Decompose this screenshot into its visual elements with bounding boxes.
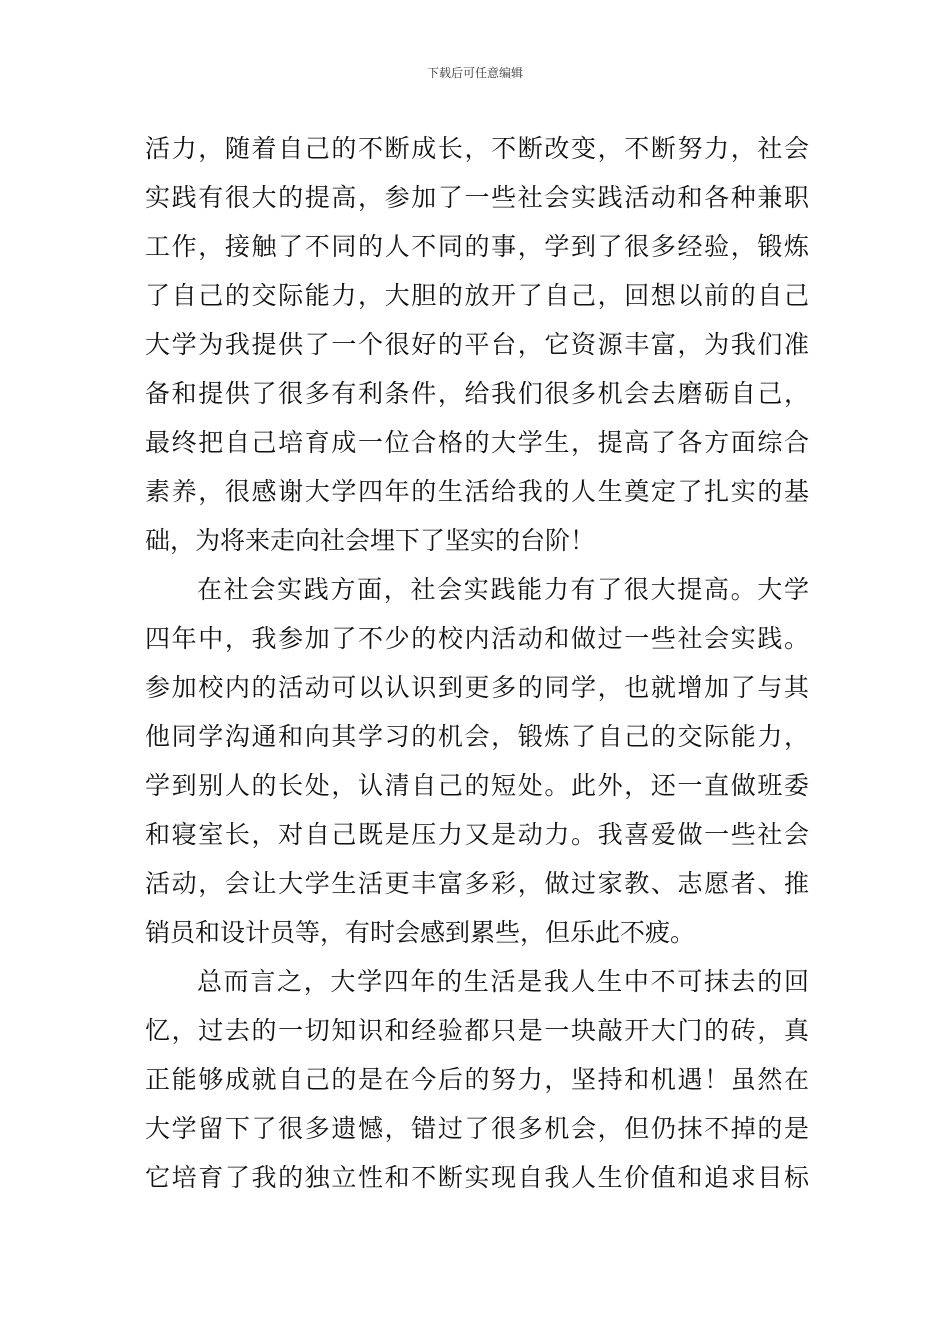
paragraph-start-line: 总而言之，大学四年的生活是我人生中不可抹去的回: [197, 967, 809, 996]
paragraph-start-line: 在社会实践方面，社会实践能力有了很大提高。大学: [197, 575, 809, 604]
text-line: 忆，过去的一切知识和经验都只是一块敲开大门的砖，真: [145, 1016, 809, 1045]
text-line: 了自己的交际能力，大胆的放开了自己，回想以前的自己: [145, 281, 809, 310]
text-line: 活动，会让大学生活更丰富多彩，做过家教、志愿者、推: [145, 869, 809, 898]
text-line: 参加校内的活动可以认识到更多的同学，也就增加了与其: [145, 673, 809, 702]
text-line: 工作，接触了不同的人不同的事，学到了很多经验，锻炼: [145, 232, 809, 261]
text-line: 素养，很感谢大学四年的生活给我的人生奠定了扎实的基: [145, 477, 809, 506]
text-line: 最终把自己培育成一位合格的大学生，提高了各方面综合: [145, 428, 809, 457]
text-line: 和寝室长，对自己既是压力又是动力。我喜爱做一些社会: [145, 820, 809, 849]
text-line: 学到别人的长处，认清自己的短处。此外，还一直做班委: [145, 771, 809, 800]
text-line: 活力，随着自己的不断成长，不断改变，不断努力，社会: [145, 134, 809, 163]
text-line: 备和提供了很多有利条件，给我们很多机会去磨砺自己，: [145, 379, 809, 408]
page-header: 下载后可任意编辑: [426, 66, 523, 80]
text-line: 销员和设计员等，有时会感到累些，但乐此不疲。: [145, 918, 696, 947]
text-line: 它培育了我的独立性和不断实现自我人生价值和追求目标: [145, 1163, 809, 1192]
text-line: 四年中，我参加了不少的校内活动和做过一些社会实践。: [145, 624, 809, 653]
body-text: [145, 124, 809, 1202]
text-line: 正能够成就自己的是在今后的努力，坚持和机遇！虽然在: [145, 1065, 809, 1094]
text-line: 大学留下了很多遗憾，错过了很多机会，但仍抹不掉的是: [145, 1114, 809, 1143]
text-line: 大学为我提供了一个很好的平台，它资源丰富，为我们准: [145, 330, 809, 359]
text-line: 实践有很大的提高，参加了一些社会实践活动和各种兼职: [145, 183, 809, 212]
text-line: 础，为将来走向社会埋下了坚实的台阶！: [145, 526, 596, 555]
text-line: 他同学沟通和向其学习的机会，锻炼了自己的交际能力，: [145, 722, 809, 751]
